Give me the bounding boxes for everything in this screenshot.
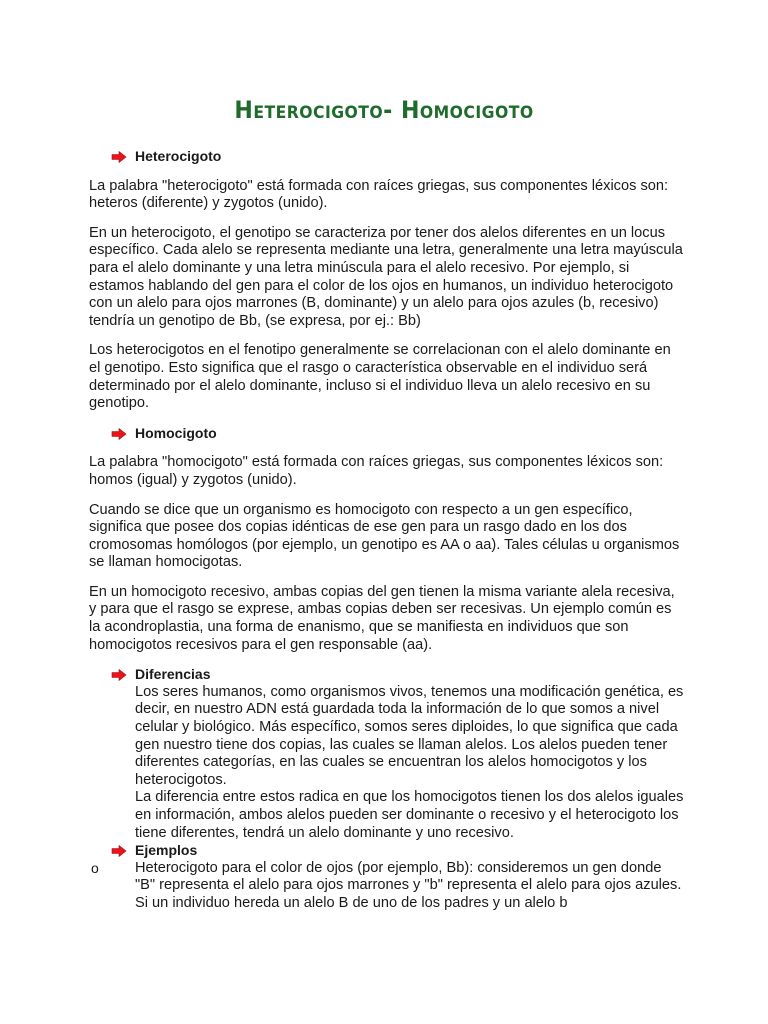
bullet-marker: o	[91, 859, 99, 876]
section-heading-ejemplos	[89, 842, 685, 860]
section-heading-heterocigoto	[89, 148, 685, 166]
section-heading-label: Homocigoto	[135, 424, 217, 441]
arrow-right-icon	[111, 669, 127, 681]
section-heading-label: Ejemplos	[135, 842, 198, 859]
paragraph: La diferencia entre estos radica en que los homocigotos tienen los dos alelos iguales en información, ambos alelos pueden ser dominante o recesivo y el heterocigoto los tiene diferentes, tendrá un alelo dominante y uno recesivo.	[135, 789, 684, 841]
paragraph: Los seres humanos, como organismos vivos, tenemos una modificación genética, es decir, en nuestro ADN está guardada toda la información de lo que somos a nivel celular y biológico. Más específico, somos seres diploides, lo que significa que cada gen nuestro tiene dos copias, las cuales se llaman alelos. Los alelos pueden tener diferentes categorías, en las cuales se encuentran los alelos homocigotos y los heterocigotos.	[135, 683, 684, 788]
arrow-right-icon	[111, 151, 127, 163]
paragraph: Los heterocigotos en el fenotipo generalmente se correlacionan con el alelo dominante en el genotipo. Esto significa que el rasgo o característica observable en el individuo será determinado por el alelo dominante, incluso si el individuo lleva un alelo recesivo en su genotipo.	[89, 342, 671, 412]
paragraph: Cuando se dice que un organismo es homocigoto con respecto a un gen específico, significa que posee dos copias idénticas de ese gen para un rasgo dado en los dos cromosomas homólogos (por ejemplo, un genotipo es AA o aa). Tales células u organismos se llaman homocigotas.	[89, 501, 680, 571]
list-item-text: Heterocigoto para el color de ojos (por ejemplo, Bb): consideremos un gen donde "B" representa el alelo para ojos marrones y "b" representa el alelo para ojos azules. Si un individuo hereda un alelo B de uno de los padres y un alelo b	[135, 859, 682, 911]
section-heading-diferencias	[89, 666, 685, 684]
paragraph: En un homocigoto recesivo, ambas copias del gen tienen la misma variante alela recesiva, y para que el rasgo se exprese, ambas copias deben ser recesivas. Un ejemplo común es la acondroplastia, una forma de enanismo, que se manifiesta en individuos que son homocigotos recesivos para el gen responsable (aa).	[89, 583, 675, 653]
arrow-right-icon	[111, 845, 127, 857]
diferencias-text	[89, 684, 685, 842]
paragraph: La palabra "heterocigoto" está formada con raíces griegas, sus componentes léxicos son: heteros (diferente) y zygotos (unido).	[89, 177, 669, 212]
section-heading-label: Heterocigoto	[135, 148, 222, 164]
section-heading-homocigoto	[89, 425, 685, 443]
list-item	[89, 860, 685, 913]
arrow-right-icon	[111, 428, 127, 440]
document-body	[89, 148, 685, 913]
section-heading-label: Diferencias	[135, 666, 211, 683]
paragraph: En un heterocigoto, el genotipo se caracteriza por tener dos alelos diferentes en un locus específico. Cada alelo se representa mediante una letra, generalmente una letra mayúscula para el alelo dominante y una letra minúscula para el alelo recesivo. Por ejemplo, si estamos hablando del gen para el color de los ojos en humanos, un individuo heterocigoto con un alelo para ojos marrones (B, dominante) y un alelo para ojos azules (b, recesivo) tendría un genotipo de Bb, (se expresa, por ej.: Bb)	[89, 224, 683, 329]
paragraph: La palabra "homocigoto" está formada con raíces griegas, sus componentes léxicos son: homos (igual) y zygotos (unido).	[89, 454, 664, 488]
document-title: Heterocigoto- Homocigoto	[234, 96, 534, 124]
